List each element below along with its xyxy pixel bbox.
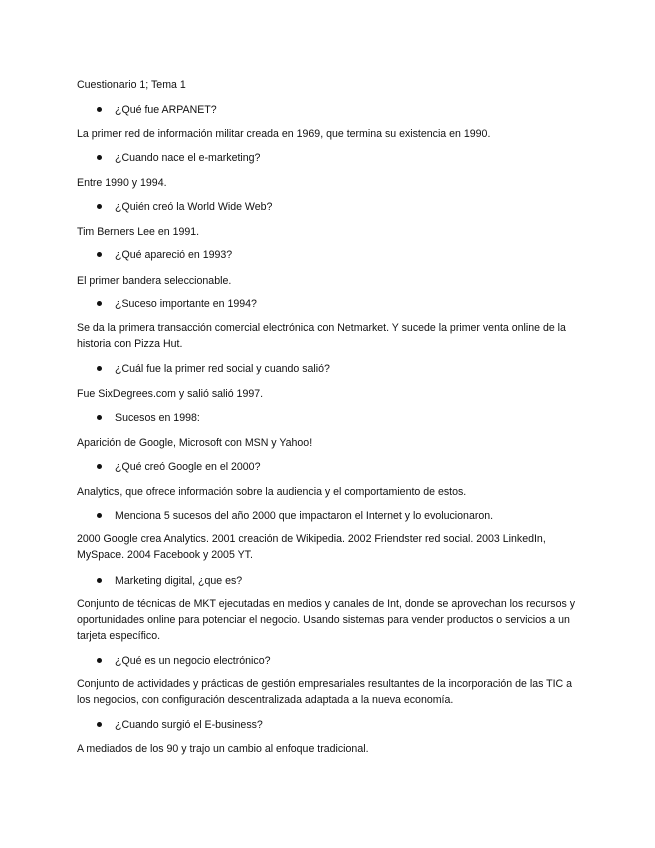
question-item <box>97 151 260 165</box>
question-text: ¿Cuando nace el e-marketing? <box>115 152 261 164</box>
bullet-icon <box>97 658 102 663</box>
question-item <box>97 248 232 262</box>
question-text: Marketing digital, ¿que es? <box>115 575 243 587</box>
question-text: ¿Cuando surgió el E-business? <box>115 719 263 731</box>
answer-text: Tim Berners Lee en 1991. <box>77 226 200 238</box>
bullet-icon <box>97 415 102 420</box>
question-item <box>97 718 263 732</box>
question-text: ¿Qué apareció en 1993? <box>115 249 233 261</box>
question-item <box>97 574 242 588</box>
answer-text: El primer bandera seleccionable. <box>77 275 232 287</box>
bullet-icon <box>97 204 102 209</box>
answer-text: Entre 1990 y 1994. <box>77 177 167 189</box>
bullet-icon <box>97 155 102 160</box>
bullet-icon <box>97 578 102 583</box>
question-text: ¿Qué es un negocio electrónico? <box>115 655 271 667</box>
question-item <box>97 103 217 117</box>
question-text: ¿Suceso importante en 1994? <box>115 298 257 310</box>
question-item <box>97 411 200 425</box>
question-text: Menciona 5 sucesos del año 2000 que impactaron el Internet y lo evolucionaron. <box>115 510 494 522</box>
bullet-icon <box>97 252 102 257</box>
bullet-icon <box>97 464 102 469</box>
question-item <box>97 362 330 376</box>
question-text: ¿Quién creó la World Wide Web? <box>115 201 273 213</box>
answer-text: Aparición de Google, Microsoft con MSN y Yahoo! <box>77 437 313 449</box>
document-title: Cuestionario 1; Tema 1 <box>77 79 186 91</box>
answer-text: A mediados de los 90 y trajo un cambio al enfoque tradicional. <box>77 743 369 755</box>
answer-text: Se da la primera transacción comercial electrónica con Netmarket. Y sucede la primer venta online de la historia con Pizza Hut. <box>77 322 566 350</box>
question-item <box>97 297 257 311</box>
question-text: ¿Qué fue ARPANET? <box>115 104 217 116</box>
answer-text: Fue SixDegrees.com y salió salió 1997. <box>77 388 264 400</box>
answer-text: Analytics, que ofrece información sobre la audiencia y el comportamiento de estos. <box>77 486 467 498</box>
answer-text: La primer red de información militar creada en 1969, que termina su existencia en 1990. <box>77 128 491 140</box>
question-item <box>97 200 272 214</box>
answer-text: Conjunto de técnicas de MKT ejecutadas en medios y canales de Int, donde se aprovechan los recursos y oportunidades online para potenciar el negocio. Usando sistemas para vender productos o servicios a un tarjeta específico. <box>77 598 576 642</box>
question-text: Sucesos en 1998: <box>115 412 200 424</box>
bullet-icon <box>97 107 102 112</box>
bullet-icon <box>97 301 102 306</box>
bullet-icon <box>97 366 102 371</box>
bullet-icon <box>97 513 102 518</box>
answer-text: 2000 Google crea Analytics. 2001 creación de Wikipedia. 2002 Friendster red social. 2003 LinkedIn, MySpace. 2004 Facebook y 2005 YT. <box>77 533 546 561</box>
question-item <box>97 654 270 668</box>
bullet-icon <box>97 722 102 727</box>
answer-text: Conjunto de actividades y prácticas de gestión empresariales resultantes de la incorporación de las TIC a los negocios, con configuración descentralizada adaptada a la nueva economía. <box>77 678 573 706</box>
question-item <box>97 460 260 474</box>
question-item <box>97 509 493 523</box>
question-text: ¿Qué creó Google en el 2000? <box>115 461 261 473</box>
question-text: ¿Cuál fue la primer red social y cuando salió? <box>115 363 330 375</box>
